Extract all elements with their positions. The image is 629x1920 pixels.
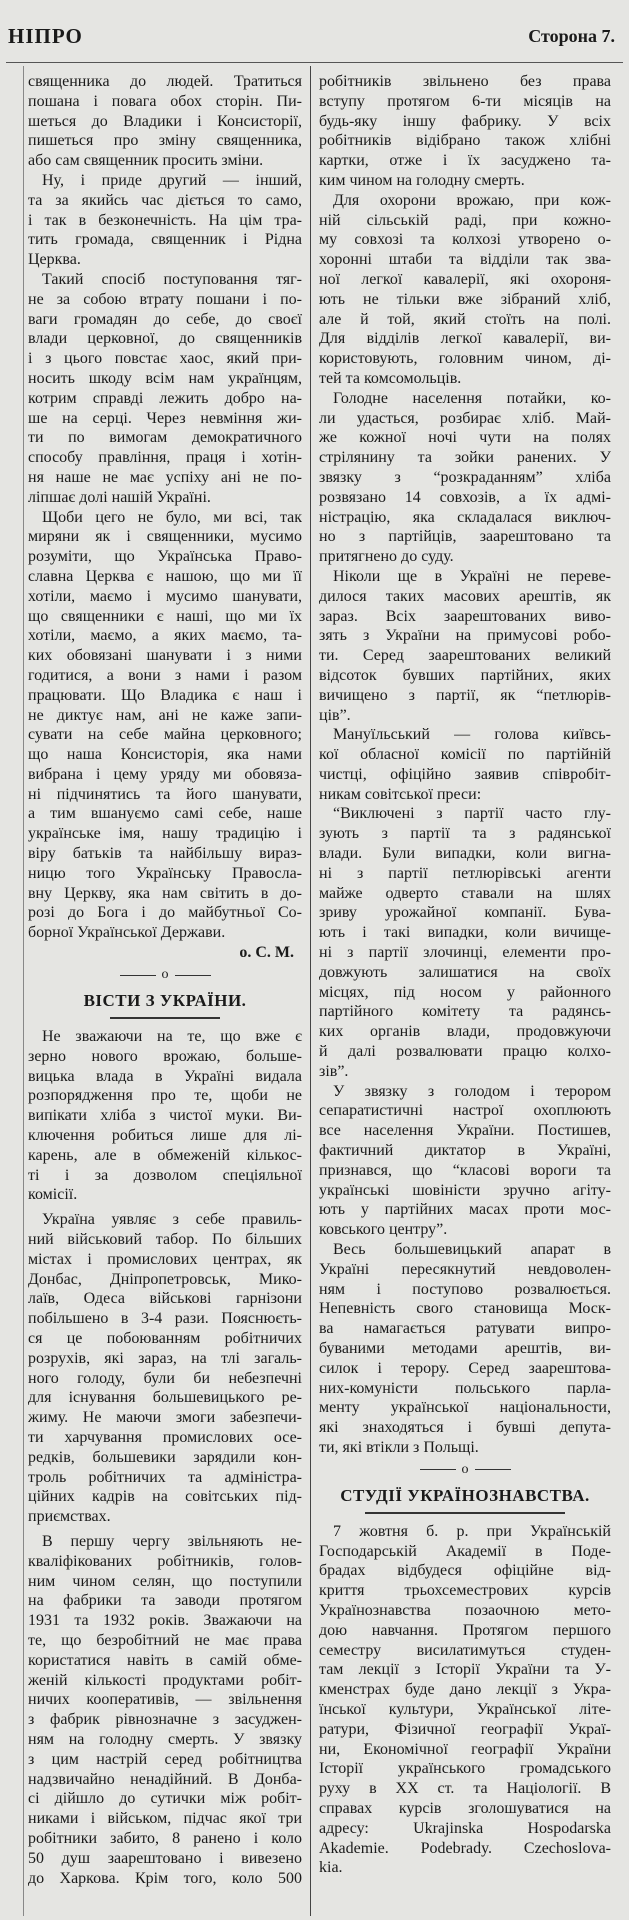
left-column (28, 72, 302, 1912)
text-line: користатися навіть в самій обме- (28, 1651, 302, 1669)
text-line: котрим справді лежить добро на- (28, 389, 302, 407)
text-line: дилося таких масових арештів, як (319, 587, 611, 605)
paragraph (319, 72, 611, 191)
divider-dash (420, 1469, 456, 1470)
text-line: приємствах. (28, 1508, 111, 1526)
text-line: адресу: Ukrajinska Hospodarska (319, 1819, 611, 1837)
text-line: розвязано 14 совхозів, а їх адмі- (319, 488, 611, 506)
text-line: віру батьків та найбільшу вираз- (28, 845, 302, 863)
text-line: сепаратистичні настрої охоплюють (319, 1102, 611, 1120)
text-line: розі до Бога і до майбутньої Со- (28, 904, 302, 922)
text-line: звязку з “розкраданням” хліба (319, 468, 611, 486)
text-line: Ніколи ще в Україні не переве- (333, 567, 611, 585)
text-line: ти. Серед заарештованих великий (319, 647, 611, 665)
text-line: тить громада, священник і Рідна (28, 231, 302, 249)
text-line: вступу протягом 6-ти місяців на (319, 92, 611, 110)
text-line: Для охорони врожаю, при кож- (333, 191, 611, 209)
text-line: ні з партії петлюрівські агенти (319, 864, 611, 882)
text-line: ких органів влади, продовжуючи (319, 1023, 611, 1041)
left-edge-rule (23, 66, 24, 1916)
text-line: але й той, який стоїть на полі. (319, 310, 611, 328)
divider-mark: o (161, 967, 169, 983)
text-line: зують з партії та з радянської (319, 825, 611, 843)
section-divider (28, 963, 302, 987)
paragraph (319, 389, 611, 567)
paragraph (319, 1240, 611, 1458)
text-line: 7 жовтня б. р. при Українській (333, 1522, 611, 1540)
text-line: там лекції з Історії України та У- (319, 1661, 611, 1679)
text-line: до Харкова. Крім того, коло 500 (28, 1869, 302, 1887)
text-line: кої обласної комісії по партійній (319, 746, 611, 764)
text-line: випікати хліба з чистої муки. Ви- (28, 1107, 302, 1125)
text-line: побільшено в 3-4 рази. Пояснюєть- (28, 1310, 302, 1328)
text-line: Українознавства позаочною мето- (319, 1601, 611, 1619)
text-line: дою навчання. Протягом першого (319, 1621, 611, 1639)
text-line: Церква. (28, 251, 81, 269)
text-line: ців”. (319, 706, 351, 724)
text-line: влади. Були випадки, коли вигна- (319, 845, 611, 863)
text-line: ся це побоюванням робітничих (28, 1330, 302, 1348)
text-line: ційних кадрів на совітських під- (28, 1488, 302, 1506)
paragraph (28, 1027, 302, 1205)
text-line: притягнено до суду. (319, 548, 454, 566)
text-line: борної Української Держави. (28, 924, 226, 942)
text-line: способу правління, праця і хотін- (28, 449, 302, 467)
text-line: їнської культури, Української літе- (319, 1700, 611, 1718)
text-line: або сам священник просить зміни. (28, 152, 264, 170)
text-line: Господарській Академії в Поде- (319, 1542, 611, 1560)
text-line: ній сільській раді, при кожно- (319, 211, 611, 229)
paragraph (319, 804, 611, 1081)
masthead-title: НІПРО (8, 24, 83, 48)
text-line: ні підчинятись та його шанувати, (28, 785, 302, 803)
text-line: ний військовий табор. По більших (28, 1231, 302, 1249)
text-line: фактичний диктатор в Україні, (319, 1142, 611, 1160)
paragraph (319, 1082, 611, 1240)
text-line: те, що безробітний не має права (28, 1631, 302, 1649)
section-heading-news: ВІСТИ З УКРАЇНИ. (83, 991, 247, 1011)
paragraph (319, 725, 611, 804)
section-divider (319, 1458, 611, 1482)
text-line: ше на серці. Через невміння жи- (28, 409, 302, 427)
text-line: пошана і повага обох сторін. Пи- (28, 92, 302, 110)
text-line: українські шовіністи зручно агіту- (319, 1181, 611, 1199)
text-line: Непевність свого становища Моск- (319, 1300, 611, 1318)
text-line: ти харчування промислових осе- (28, 1429, 302, 1446)
text-line: троль робітничих та адміністра- (28, 1468, 302, 1486)
text-line: “Виключені з партії часто глу- (333, 805, 611, 823)
text-line: менту української національности, (319, 1399, 611, 1417)
text-line: У звязку з голодом і терором (333, 1082, 611, 1100)
text-line: Такий спосіб поступовання тяг- (42, 270, 302, 288)
text-line: руху в XX ст. та Націології. В (319, 1780, 611, 1798)
text-line: ням на голодну смерть. У звязку (28, 1730, 302, 1748)
text-line: і так в безконечність. На цім тра- (28, 211, 302, 229)
text-line: признався, що “класові вороги та (319, 1161, 611, 1179)
text-line: ничих кооперативів, — звільнення (28, 1691, 302, 1709)
text-line: Донбас, Дніпропетровськ, Мико- (28, 1270, 302, 1288)
paragraph (28, 1210, 302, 1527)
text-line: ної легкої кавалерії, які охороня- (319, 270, 611, 288)
text-line: все населення України. Постишев, (319, 1122, 611, 1140)
text-line: хоронні штаби та відділи так зва- (319, 251, 611, 269)
text-line: не диктує нам, ані не каже запи- (28, 706, 302, 724)
paragraph (28, 270, 302, 508)
text-line: редків, большевики зарядили кон- (28, 1448, 302, 1466)
text-line: Не зважаючи на те, що вже є (42, 1028, 302, 1046)
text-line: з цим настрій серед робітництва (28, 1750, 302, 1768)
text-line: Україна уявляє з себе правиль- (42, 1211, 302, 1229)
text-line: Щоби цего не було, ми всі, так (42, 508, 302, 526)
text-line: вну Церкву, яка нам світить в до- (28, 884, 302, 902)
text-line: Для відділів легкої кавалерії, ви- (319, 330, 611, 348)
text-line: священника до людей. Тратиться (28, 73, 302, 90)
heading-underline (110, 1017, 220, 1019)
divider-dash (475, 1469, 511, 1470)
text-line: брадах відбудеся офіційне від- (319, 1562, 611, 1580)
text-line: на фабрики та заводи протягом (28, 1592, 302, 1610)
text-line: розпорядження про те, щоби не (28, 1087, 302, 1105)
text-line: з фабрик рівнозначне з засуджен- (28, 1711, 302, 1729)
text-line: миряни як і священники, мусимо (28, 528, 302, 546)
text-line: зриву урожайної компанії. Бува- (319, 904, 611, 922)
text-line: ністрацію, яка складалася виключ- (319, 508, 611, 526)
paragraph (28, 1532, 302, 1888)
text-line: надзвичайно ненадійний. В Донба- (28, 1770, 302, 1788)
text-line: кменстрах буде дано лекції з Укра- (319, 1681, 611, 1699)
text-line: семестру висилатимуться студен- (319, 1641, 611, 1659)
text-line: шеться до Владики і Консисторії, (28, 112, 302, 130)
text-line: працювати. Що Владика є наш і (28, 686, 302, 704)
text-line: жиму. Не маючи змоги забезпечи- (28, 1409, 302, 1427)
text-line: справах курсів зголошуватися на (319, 1799, 611, 1817)
text-line: 50 душ заарештовано і вивезено (28, 1849, 302, 1867)
text-line: ним чином селян, що поступили (28, 1572, 302, 1590)
text-line: ють і такі випадки, коли вичище- (319, 924, 611, 942)
page-number: Сторона 7. (528, 26, 615, 46)
text-line: kia. (319, 1859, 343, 1877)
text-line: Akademie. Podebrady. Czechoslova- (319, 1839, 611, 1857)
text-line: місцях, під носом у районного (319, 983, 611, 1001)
text-line: ють у партійних масах проти мос- (319, 1201, 611, 1219)
text-line: і з цього повстає хаос, який при- (28, 350, 302, 368)
heading-underline (365, 1512, 565, 1514)
paragraph (28, 171, 302, 270)
text-line: довжують залишатися на своїх (319, 963, 611, 981)
text-line: які знаходяться і бувші депута- (319, 1419, 611, 1437)
divider-dash (120, 975, 156, 976)
text-line: ті і за дозволом спеціяльної (28, 1166, 302, 1184)
text-line: зів”. (319, 1062, 349, 1080)
text-line: зерно нового врожаю, больше- (28, 1047, 302, 1065)
text-line: не за собою втрату пошани і по- (28, 290, 302, 308)
text-line: ня наше не має успіху ані не по- (28, 468, 302, 486)
text-line: ключення робиться лише для лі- (28, 1127, 302, 1145)
text-line: влади церковної, до священників (28, 330, 302, 348)
text-line: хотіли, маємо і мусимо шанувати, (28, 587, 302, 605)
text-line: Весь большевицький апарат в (333, 1241, 611, 1259)
text-line: ких обовязані шанувати і з ними (28, 647, 302, 665)
text-line: сувати на себе майна церковного; (28, 726, 302, 744)
text-line: й далі розвалювати працю колхо- (319, 1043, 611, 1061)
text-line: 1931 та 1932 років. Зважаючи на (28, 1612, 302, 1630)
text-line: Україні пересякнутий невдоволен- (319, 1260, 611, 1278)
text-line: стрілянину та зойки ранених. У (319, 449, 611, 467)
header-rule (6, 62, 623, 63)
text-line: сі дійшло до сутички між робіт- (28, 1790, 302, 1808)
text-line: вицька влада в Україні видала (28, 1067, 302, 1085)
text-line: Мануїльський — голова київсь- (333, 726, 611, 744)
text-line: криття трьохсеместрових курсів (319, 1582, 611, 1600)
text-line: никами і військом, підчас якої три (28, 1810, 302, 1828)
text-line: ницю того Українську Правосла- (28, 864, 302, 882)
text-line: відсоток бувших партійних, яких (319, 666, 611, 684)
text-line: ліпшає долі нашій Україні. (28, 488, 211, 506)
text-line: тей та комсомольців. (319, 369, 462, 387)
divider-dash (175, 975, 211, 976)
text-line: користовують, головним чином, ді- (319, 350, 611, 368)
text-line: Голодне населення потайки, ко- (333, 389, 611, 407)
paragraph (319, 567, 611, 725)
text-line: вичищено з партії, як “петлюрів- (319, 686, 611, 704)
text-line: робітники забито, 8 ранено і коло (28, 1829, 302, 1847)
text-line: партійного комітету та радянсь- (319, 1003, 611, 1021)
paragraph (28, 508, 302, 944)
text-line: робітників відібрано також хлібні (319, 132, 611, 150)
text-line: силок і терору. Серед заарештова- (319, 1359, 611, 1377)
text-line: лаїв, Одеса військові гарнізони (28, 1290, 302, 1308)
text-line: майже одверто ставали на шлях (319, 884, 611, 902)
text-line: ють не тільки вже зібраний хліб, (319, 290, 611, 308)
text-line: никам совітської преси: (319, 785, 482, 803)
text-line: містах і промислових центрах, як (28, 1250, 302, 1268)
text-line: комісії. (28, 1186, 78, 1204)
text-line: ва намагається ратувати випро- (319, 1320, 611, 1338)
text-line: розуміти, що Українська Право- (28, 548, 302, 566)
text-line: картки, отже і їх засуджено та- (319, 152, 611, 170)
text-line: женій кількості продуктами робіт- (28, 1671, 302, 1689)
text-line: славна Церква є нашою, що ми її (28, 567, 302, 585)
text-line: носить шкоду всім нам українцям, (28, 369, 302, 387)
section-heading-studies: СТУДІЇ УКРАЇНОЗНАВСТВА. (340, 1485, 590, 1505)
text-line: ни, Економічної географії України (319, 1740, 611, 1758)
text-line: українське імя, нашу традицію і (28, 825, 302, 843)
text-line: же кожної ночі чути на полях (319, 429, 611, 447)
paragraph (28, 72, 302, 171)
page-header (0, 0, 629, 66)
divider-mark: o (461, 1461, 469, 1477)
text-line: робітників звільнено без права (319, 73, 611, 90)
text-line: ні з партії злочинці, елементи про- (319, 944, 611, 962)
text-line: карень, але в обмеженій кількос- (28, 1146, 302, 1164)
studies-article (319, 1522, 611, 1878)
text-line: ратури, Фізичної географії Украї- (319, 1720, 611, 1738)
text-line: вибрана і цему уряду ми обовяза- (28, 765, 302, 783)
text-line: зараз. Всіх заарештованих виво- (319, 607, 611, 625)
text-line: ням і поступово розвалюється. (319, 1280, 611, 1298)
text-line: В першу чергу звільняють не- (42, 1532, 302, 1550)
text-line: ли удасться, розбирає хліб. Май- (319, 409, 611, 427)
text-line: ти, які втікли з Польщі. (319, 1438, 479, 1456)
text-line: ковського центру”. (319, 1221, 448, 1239)
text-line: пишеться про зміну священника, (28, 132, 302, 150)
right-column (319, 72, 611, 1912)
text-line: Історії українського громадського (319, 1760, 611, 1778)
text-line: ваги громадян до себе, до своєї (28, 310, 302, 328)
text-line: для існування большевицького ре- (28, 1389, 302, 1407)
article-continuation (28, 72, 302, 943)
text-line: та за якийсь час діється то само, (28, 191, 302, 209)
signature: о. С. М. (239, 944, 294, 962)
text-line: кваліфікованих робітників, голов- (28, 1552, 302, 1570)
text-line: хотіли, маємо, а яких маємо, та- (28, 627, 302, 645)
paragraph (319, 1522, 611, 1878)
text-line: ти по вимогам демократичного (28, 429, 302, 447)
text-line: годитися, а вони з нами і разом (28, 666, 302, 684)
text-line: чистці, офіційно заявив співробіт- (319, 765, 611, 783)
text-line: що наша Консисторія, яка нами (28, 746, 302, 764)
text-line: будь-яку іншу фабрику. У всіх (319, 112, 611, 130)
text-line: що священники є наші, що ми їх (28, 607, 302, 625)
text-line: буваними методами арештів, ви- (319, 1340, 611, 1357)
news-article (28, 1027, 302, 1888)
text-line: них-комуністи польського парла- (319, 1379, 611, 1397)
text-line: Ну, і приде другий — інший, (42, 171, 302, 189)
text-line: му совхозі та колхозі утворено о- (319, 231, 611, 249)
news-article-continuation (319, 72, 611, 1458)
text-line: розрухів, які зараз, на тлі загаль- (28, 1349, 302, 1367)
text-line: а тим вшануємо самі себе, наше (28, 805, 302, 823)
text-line: ного голоду, були би небезпечні (28, 1369, 302, 1387)
column-divider (310, 66, 311, 1916)
text-line: но з партійців, заарештовано та (319, 528, 611, 546)
text-line: зять з України на примусові робо- (319, 627, 611, 645)
paragraph (319, 191, 611, 389)
text-line: ким чином на голодну смерть. (319, 171, 525, 189)
